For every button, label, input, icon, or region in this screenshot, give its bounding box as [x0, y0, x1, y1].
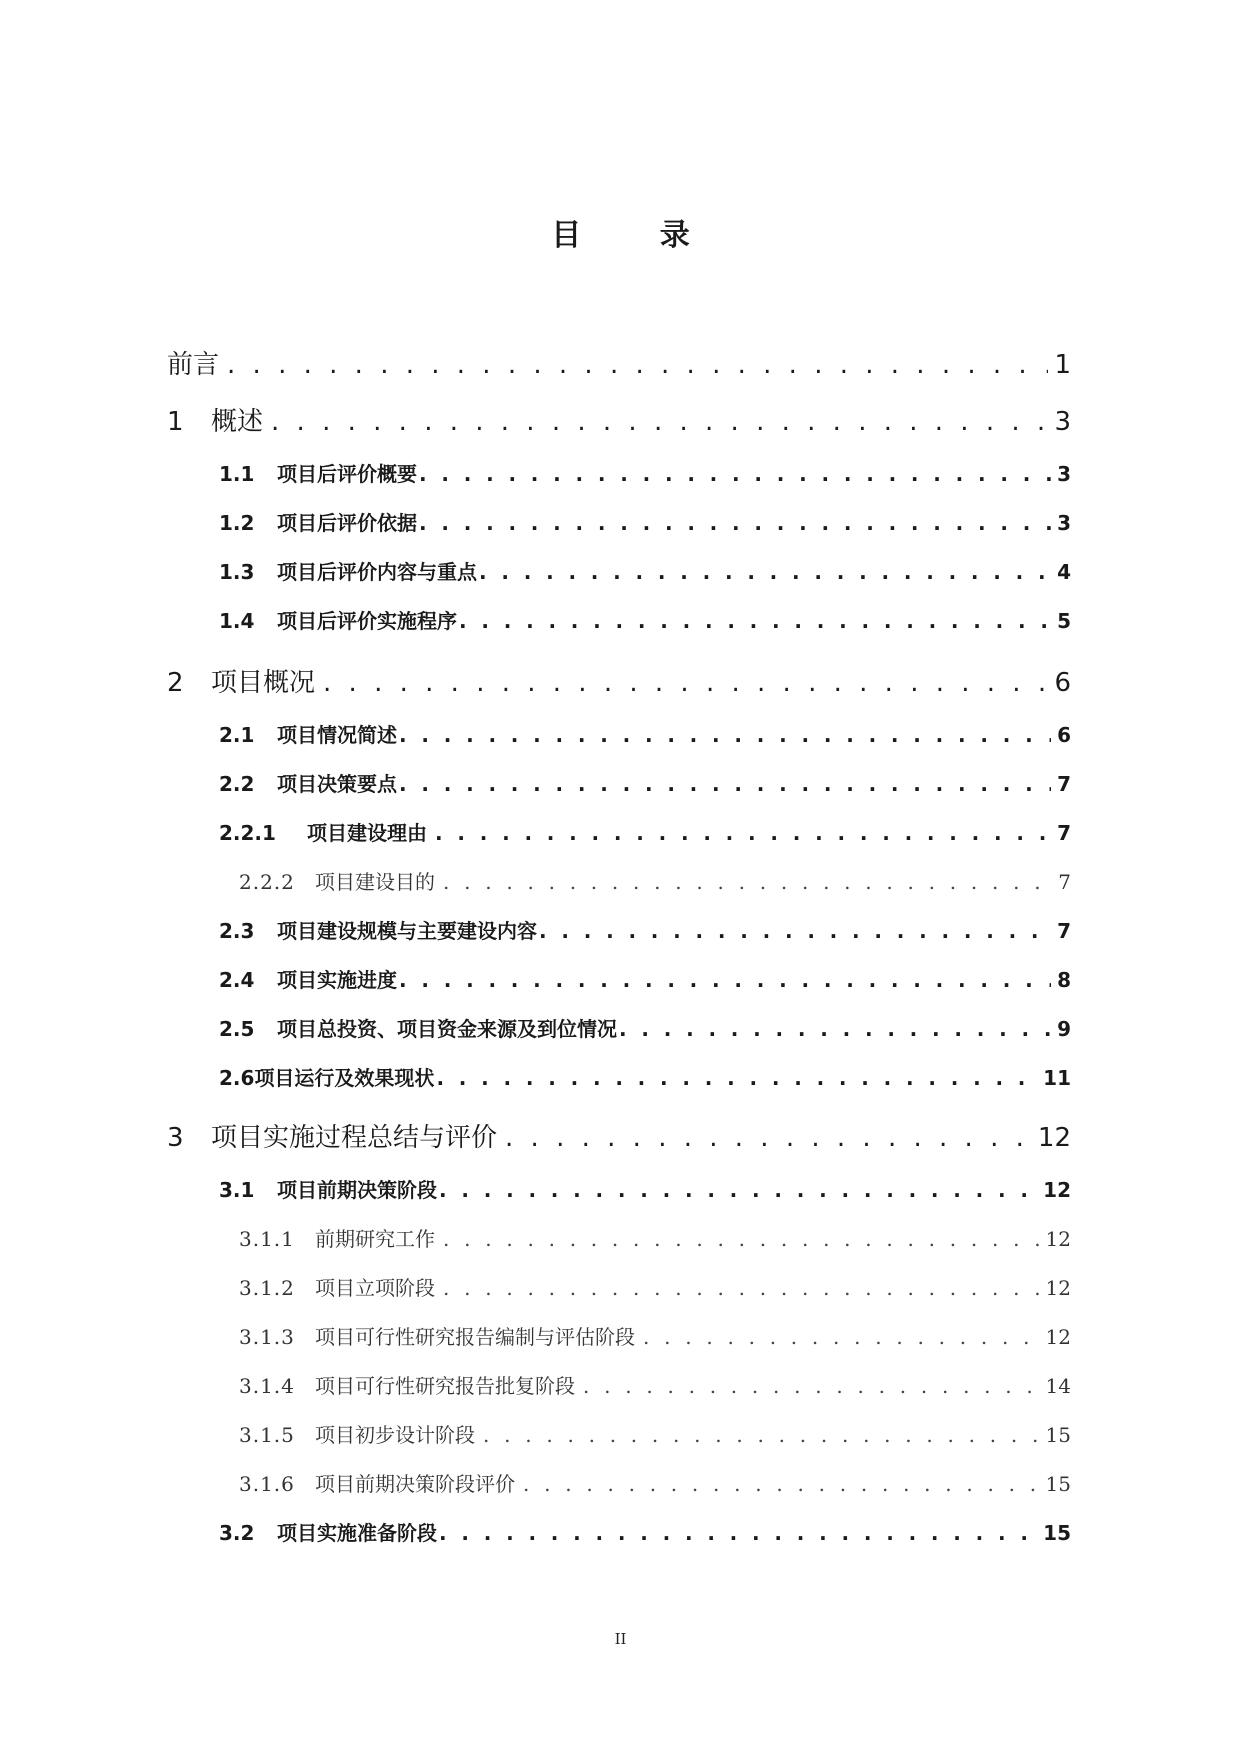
toc-entry-title: 项目概况	[211, 668, 316, 698]
toc-entry-page: 14	[1045, 1374, 1071, 1398]
toc-dot-leader	[271, 404, 1048, 440]
toc-entry-subsection-3-1-4[interactable]	[239, 1371, 1071, 1401]
toc-entry-page: 11	[1043, 1066, 1071, 1090]
toc-entry-page: 12	[1037, 1123, 1071, 1153]
toc-dot-leader	[643, 1322, 1040, 1352]
toc-dot-leader	[505, 1120, 1032, 1156]
toc-dot-leader	[443, 1273, 1040, 1303]
toc-entry-preface[interactable]	[167, 347, 1071, 383]
toc-entry-page: 8	[1057, 968, 1071, 992]
toc-dot-leader	[479, 557, 1051, 587]
toc-entry-subsection-3-1-6[interactable]	[239, 1469, 1071, 1499]
toc-entry-page: 7	[1058, 870, 1071, 894]
toc-entry-section-3-1[interactable]	[219, 1175, 1071, 1205]
toc-entry-subsection-3-1-5[interactable]	[239, 1420, 1071, 1450]
toc-entry-page: 6	[1054, 668, 1071, 698]
toc-entry-title: 项目决策要点	[277, 772, 397, 796]
toc-entry-page: 15	[1043, 1521, 1071, 1545]
toc-entry-title: 项目立项阶段	[315, 1276, 435, 1300]
toc-entry-number: 2.3	[219, 919, 255, 943]
toc-dot-leader	[583, 1371, 1040, 1401]
toc-entry-title: 项目运行及效果现状	[254, 1066, 435, 1090]
toc-entry-page: 1	[1054, 350, 1071, 380]
toc-entry-page: 3	[1054, 407, 1071, 437]
toc-entry-title: 项目实施过程总结与评价	[211, 1123, 498, 1153]
toc-entry-page: 3	[1057, 511, 1071, 535]
toc-dot-leader	[483, 1420, 1040, 1450]
toc-entry-chapter-1[interactable]	[167, 404, 1071, 440]
page-title: 目 录	[551, 218, 724, 253]
toc-entry-title: 项目总投资、项目资金来源及到位情况	[277, 1017, 617, 1041]
toc-entry-page: 9	[1057, 1017, 1071, 1041]
toc-dot-leader	[523, 1469, 1040, 1499]
toc-entry-number: 3.1.2	[239, 1276, 295, 1300]
toc-entry-title: 项目后评价概要	[277, 462, 417, 486]
toc-entry-number: 2.1	[219, 723, 255, 747]
toc-entry-page: 12	[1043, 1178, 1071, 1202]
toc-entry-page: 3	[1057, 462, 1071, 486]
toc-entry-section-2-1[interactable]	[219, 720, 1071, 750]
toc-entry-number: 3.1	[219, 1178, 255, 1202]
toc-entry-section-1-4[interactable]	[219, 606, 1071, 636]
toc-entry-page: 7	[1057, 772, 1071, 796]
toc-entry-section-1-1[interactable]	[219, 459, 1071, 489]
toc-entry-section-2-4[interactable]	[219, 965, 1071, 995]
toc-entry-number: 2.2.1	[219, 821, 276, 845]
toc-entry-chapter-3[interactable]	[167, 1120, 1071, 1156]
toc-dot-leader	[323, 665, 1048, 701]
toc-entry-title: 项目后评价实施程序	[277, 609, 457, 633]
toc-entry-subsection-2-2-2[interactable]	[239, 867, 1071, 897]
toc-entry-number: 2.5	[219, 1017, 255, 1041]
toc-entry-title: 项目情况简述	[277, 723, 397, 747]
toc-entry-number: 3	[167, 1123, 184, 1153]
toc-entry-number: 1.4	[219, 609, 255, 633]
toc-dot-leader	[419, 459, 1051, 489]
toc-entry-section-3-2[interactable]	[219, 1518, 1071, 1548]
toc-entry-title: 项目后评价依据	[277, 511, 417, 535]
toc-entry-subsection-3-1-1[interactable]	[239, 1224, 1071, 1254]
toc-entry-title: 前言	[167, 350, 220, 380]
toc-dot-leader	[419, 508, 1051, 538]
toc-entry-title: 项目建设规模与主要建设内容	[277, 919, 537, 943]
toc-entry-subsection-3-1-2[interactable]	[239, 1273, 1071, 1303]
toc-entry-number: 1	[167, 407, 184, 437]
toc-dot-leader	[436, 1063, 1037, 1093]
toc-entry-number: 3.1.1	[239, 1227, 295, 1251]
toc-dot-leader	[459, 606, 1051, 636]
toc-dot-leader	[443, 1224, 1040, 1254]
toc-entry-number: 1.1	[219, 462, 255, 486]
toc-dot-leader	[539, 916, 1051, 946]
toc-entry-section-2-5[interactable]	[219, 1014, 1071, 1044]
toc-entry-title: 项目前期决策阶段评价	[315, 1472, 515, 1496]
toc-entry-section-2-3[interactable]	[219, 916, 1071, 946]
toc-entry-title: 项目建设理由	[307, 821, 427, 845]
toc-entry-page: 12	[1045, 1325, 1071, 1349]
toc-entry-page: 4	[1057, 560, 1071, 584]
toc-entry-page: 7	[1057, 919, 1071, 943]
toc-entry-number: 3.2	[219, 1521, 255, 1545]
toc-entry-subsection-3-1-3[interactable]	[239, 1322, 1071, 1352]
toc-dot-leader	[399, 720, 1051, 750]
toc-entry-number: 2	[167, 668, 184, 698]
toc-entry-section-2-6[interactable]	[219, 1063, 1071, 1093]
toc-dot-leader	[619, 1014, 1051, 1044]
toc-dot-leader	[435, 818, 1051, 848]
toc-dot-leader	[439, 1518, 1037, 1548]
toc-entry-page: 15	[1045, 1423, 1071, 1447]
toc-entry-title: 项目实施准备阶段	[277, 1521, 437, 1545]
toc-entry-title: 项目实施进度	[277, 968, 397, 992]
toc-entry-page: 15	[1045, 1472, 1071, 1496]
toc-dot-leader	[399, 965, 1051, 995]
toc-entry-page: 12	[1045, 1276, 1071, 1300]
toc-entry-number: 2.2.2	[239, 870, 295, 894]
toc-entry-number: 3.1.3	[239, 1325, 295, 1349]
toc-entry-section-2-2[interactable]	[219, 769, 1071, 799]
toc-dot-leader	[439, 1175, 1037, 1205]
toc-entry-title: 项目可行性研究报告批复阶段	[315, 1374, 575, 1398]
toc-entry-number: 1.3	[219, 560, 255, 584]
toc-entry-number: 1.2	[219, 511, 255, 535]
toc-dot-leader	[227, 347, 1048, 383]
page-number: II	[614, 1630, 627, 1648]
toc-entry-title: 概述	[211, 407, 264, 437]
toc-entry-title: 项目可行性研究报告编制与评估阶段	[315, 1325, 635, 1349]
toc-entry-number: 2.6	[219, 1066, 255, 1090]
toc-entry-title: 项目初步设计阶段	[315, 1423, 475, 1447]
toc-entry-page: 12	[1045, 1227, 1071, 1251]
toc-entry-page: 7	[1057, 821, 1071, 845]
toc-entry-number: 2.2	[219, 772, 255, 796]
toc-entry-number: 3.1.4	[239, 1374, 295, 1398]
toc-entry-title: 项目后评价内容与重点	[277, 560, 477, 584]
toc-entry-section-1-3[interactable]	[219, 557, 1071, 587]
toc-entry-title: 前期研究工作	[315, 1227, 435, 1251]
toc-entry-number: 3.1.5	[239, 1423, 295, 1447]
toc-entry-number: 2.4	[219, 968, 255, 992]
toc-entry-number: 3.1.6	[239, 1472, 295, 1496]
toc-entry-chapter-2[interactable]	[167, 665, 1071, 701]
toc-entry-page: 5	[1057, 609, 1071, 633]
toc-entry-title: 项目建设目的	[315, 870, 435, 894]
toc-entry-title: 项目前期决策阶段	[277, 1178, 437, 1202]
toc-entry-section-1-2[interactable]	[219, 508, 1071, 538]
toc-entry-subsection-2-2-1[interactable]	[219, 818, 1071, 848]
toc-entry-page: 6	[1057, 723, 1071, 747]
toc-dot-leader	[399, 769, 1051, 799]
toc-dot-leader	[443, 867, 1052, 897]
